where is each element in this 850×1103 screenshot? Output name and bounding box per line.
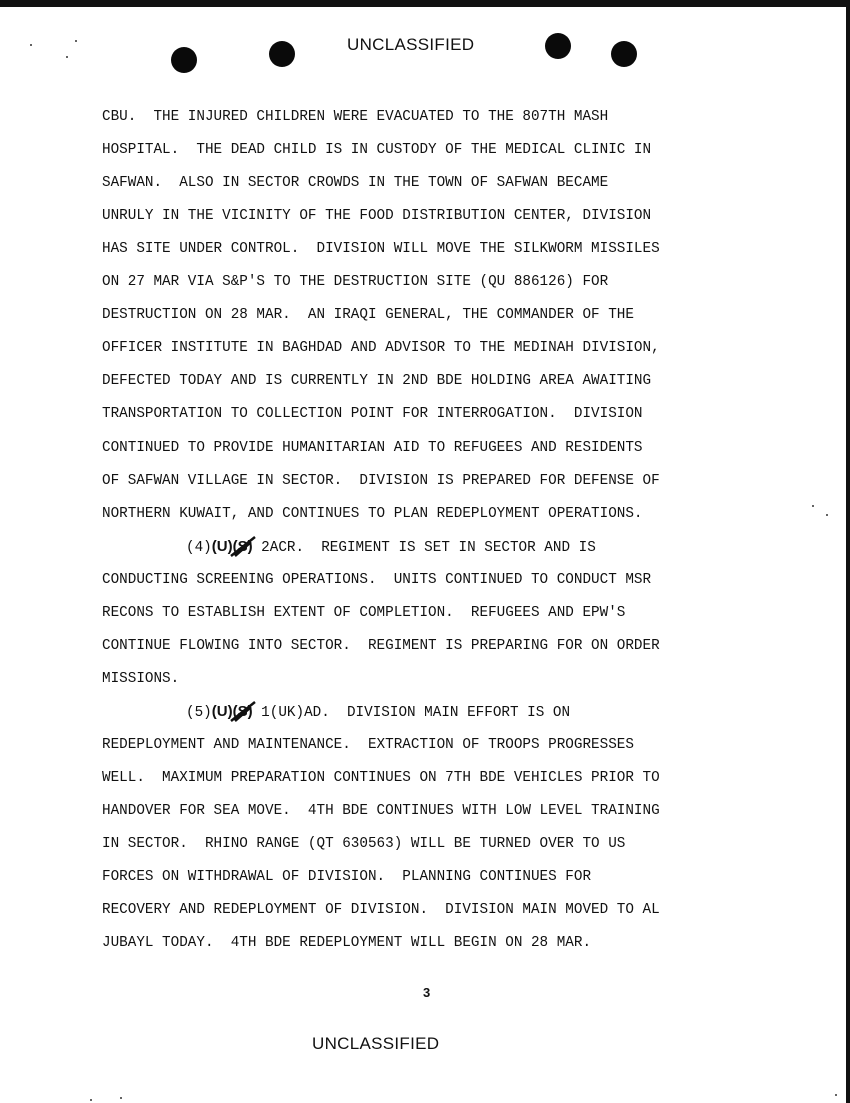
scan-speck (30, 44, 32, 46)
paragraph-first-line: 2ACR. REGIMENT IS SET IN SECTOR AND IS (261, 539, 596, 556)
body-text-line: TRANSPORTATION TO COLLECTION POINT FOR INTERROGATION. DIVISION (102, 406, 643, 423)
body-text-line: DESTRUCTION ON 28 MAR. AN IRAQI GENERAL, THE COMMANDER OF THE (102, 307, 634, 324)
body-text-line: CONTINUED TO PROVIDE HUMANITARIAN AID TO REFUGEES AND RESIDENTS (102, 439, 643, 456)
body-text-line: OF SAFWAN VILLAGE IN SECTOR. DIVISION IS PREPARED FOR DEFENSE OF (102, 472, 660, 489)
body-text-line: HAS SITE UNDER CONTROL. DIVISION WILL MOVE THE SILKWORM MISSILES (102, 241, 660, 258)
classification-header: UNCLASSIFIED (347, 35, 475, 54)
para4-heading-line (186, 538, 596, 557)
body-text-line: SAFWAN. ALSO IN SECTOR CROWDS IN THE TOWN OF SAFWAN BECAME (102, 175, 609, 192)
struck-classification-marking (233, 703, 253, 721)
paragraph-first-line: 1(UK)AD. DIVISION MAIN EFFORT IS ON (261, 704, 571, 721)
struck-marking-text: (S) (232, 702, 253, 720)
body-text-line: IN SECTOR. RHINO RANGE (QT 630563) WILL BE TURNED OVER TO US (102, 836, 626, 853)
classification-footer: UNCLASSIFIED (312, 1034, 440, 1053)
page-number: 3 (423, 985, 431, 1000)
body-text-line: RECONS TO ESTABLISH EXTENT OF COMPLETION. REFUGEES AND EPW'S (102, 604, 626, 621)
scan-speck (835, 1094, 837, 1096)
body-text-line: HOSPITAL. THE DEAD CHILD IS IN CUSTODY OF THE MEDICAL CLINIC IN (102, 142, 652, 159)
body-text-line: FORCES ON WITHDRAWAL OF DIVISION. PLANNING CONTINUES FOR (102, 869, 592, 886)
paragraph-number: (4) (186, 539, 212, 556)
body-text-line: CONTINUE FLOWING INTO SECTOR. REGIMENT IS PREPARING FOR ON ORDER (102, 637, 660, 654)
body-text-line: UNRULY IN THE VICINITY OF THE FOOD DISTRIBUTION CENTER, DIVISION (102, 208, 652, 225)
punch-hole-icon (611, 41, 637, 67)
strikethrough-scribble-icon (229, 534, 259, 560)
strikethrough-scribble-icon (229, 699, 259, 725)
struck-marking-text: (S) (232, 537, 253, 555)
scan-speck (120, 1097, 122, 1099)
scan-top-edge (0, 0, 850, 7)
scan-speck (812, 505, 814, 507)
scan-speck (90, 1099, 92, 1101)
paragraph-number: (5) (186, 704, 212, 721)
scan-speck (75, 40, 77, 42)
punch-hole-icon (171, 47, 197, 73)
body-text-line: REDEPLOYMENT AND MAINTENANCE. EXTRACTION OF TROOPS PROGRESSES (102, 736, 634, 753)
body-text-line: ON 27 MAR VIA S&P'S TO THE DESTRUCTION SITE (QU 886126) FOR (102, 274, 609, 291)
classification-marking: (U) (211, 537, 233, 555)
scan-speck (66, 56, 68, 58)
body-text-line: CONDUCTING SCREENING OPERATIONS. UNITS CONTINUED TO CONDUCT MSR (102, 571, 652, 588)
classification-marking: (U) (211, 702, 233, 720)
punch-hole-icon (269, 41, 295, 67)
body-text-line: OFFICER INSTITUTE IN BAGHDAD AND ADVISOR TO THE MEDINAH DIVISION, (102, 340, 660, 357)
body-text-line: MISSIONS. (102, 670, 180, 687)
body-text-line: HANDOVER FOR SEA MOVE. 4TH BDE CONTINUES WITH LOW LEVEL TRAINING (102, 803, 660, 820)
punch-hole-icon (545, 33, 571, 59)
body-text-line: CBU. THE INJURED CHILDREN WERE EVACUATED TO THE 807TH MASH (102, 109, 609, 125)
scan-right-edge (846, 0, 850, 1103)
body-text-line: NORTHERN KUWAIT, AND CONTINUES TO PLAN REDEPLOYMENT OPERATIONS. (102, 505, 643, 522)
scan-speck (826, 514, 828, 516)
body-text-line: RECOVERY AND REDEPLOYMENT OF DIVISION. DIVISION MAIN MOVED TO AL (102, 902, 660, 919)
para5-heading-line (186, 703, 570, 722)
body-text-line: JUBAYL TODAY. 4TH BDE REDEPLOYMENT WILL BEGIN ON 28 MAR. (102, 935, 592, 952)
struck-classification-marking (233, 538, 253, 556)
body-text-line: DEFECTED TODAY AND IS CURRENTLY IN 2ND BDE HOLDING AREA AWAITING (102, 373, 652, 390)
body-text-line: WELL. MAXIMUM PREPARATION CONTINUES ON 7TH BDE VEHICLES PRIOR TO (102, 770, 660, 786)
